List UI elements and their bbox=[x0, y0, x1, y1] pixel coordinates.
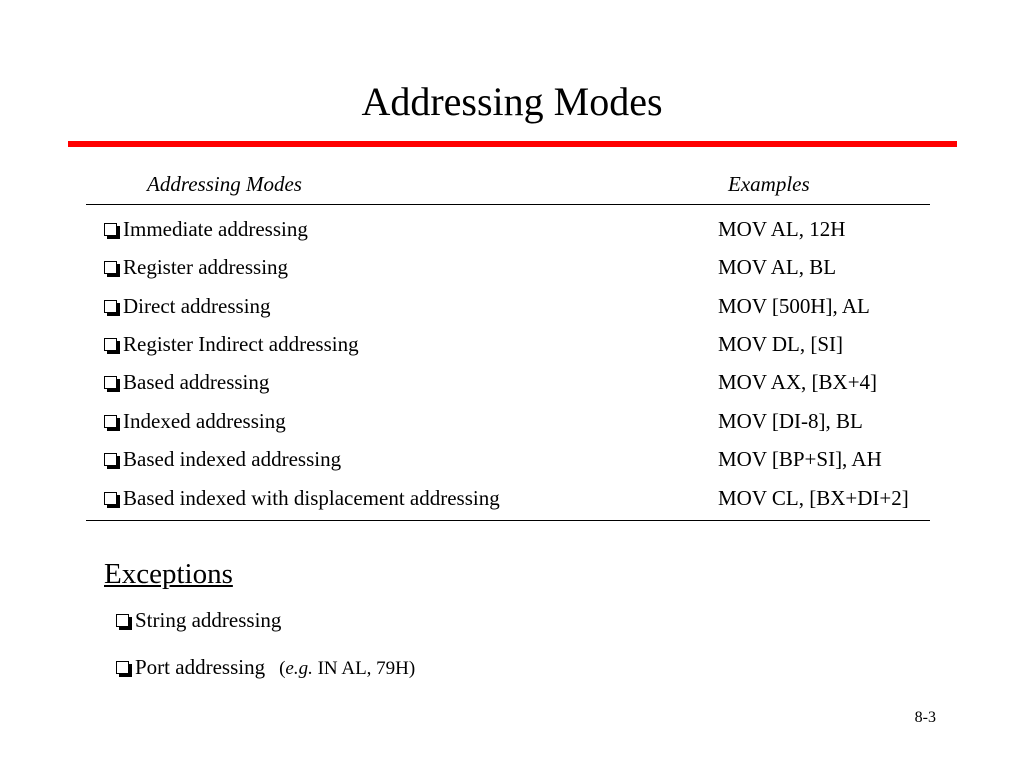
checkbox-bullet-icon bbox=[104, 338, 117, 351]
note-open-paren: ( bbox=[279, 658, 286, 679]
mode-label: Based indexed addressing bbox=[123, 447, 342, 471]
example-cell: MOV DL, [SI] bbox=[718, 332, 844, 356]
exception-item bbox=[116, 605, 281, 635]
note-text: IN AL, 79H bbox=[312, 658, 409, 679]
example-cell: MOV AL, BL bbox=[718, 255, 837, 279]
column-header-modes: Addressing Modes bbox=[147, 172, 302, 196]
mode-label: Based indexed with displacement addressing bbox=[123, 486, 500, 510]
table-bottom-rule bbox=[86, 520, 930, 521]
page-number: 8-3 bbox=[914, 709, 936, 726]
example-cell: MOV AX, [BX+4] bbox=[718, 370, 878, 394]
checkbox-bullet-icon bbox=[104, 453, 117, 466]
example-cell: MOV [BP+SI], AH bbox=[718, 447, 882, 471]
mode-label: Based addressing bbox=[123, 370, 270, 394]
table-top-rule bbox=[86, 204, 930, 205]
exception-note bbox=[279, 658, 415, 679]
exception-label: String addressing bbox=[135, 608, 282, 632]
mode-label: Direct addressing bbox=[123, 294, 271, 318]
column-header-examples: Examples bbox=[728, 172, 810, 196]
checkbox-bullet-icon bbox=[116, 661, 129, 674]
slide-title: Addressing Modes bbox=[361, 79, 663, 124]
checkbox-bullet-icon bbox=[116, 614, 129, 627]
mode-cell bbox=[104, 214, 308, 244]
note-close-paren: ) bbox=[408, 658, 416, 679]
mode-cell bbox=[104, 291, 271, 321]
mode-cell bbox=[104, 444, 341, 474]
example-cell: MOV CL, [BX+DI+2] bbox=[718, 486, 909, 510]
note-eg: e.g. bbox=[285, 658, 313, 679]
example-cell: MOV [DI-8], BL bbox=[718, 409, 863, 433]
mode-cell bbox=[104, 483, 500, 513]
checkbox-bullet-icon bbox=[104, 300, 117, 313]
example-cell: MOV [500H], AL bbox=[718, 294, 870, 318]
title-divider bbox=[68, 141, 957, 147]
checkbox-bullet-icon bbox=[104, 261, 117, 274]
mode-label: Register addressing bbox=[123, 255, 289, 279]
mode-cell bbox=[104, 406, 286, 436]
checkbox-bullet-icon bbox=[104, 415, 117, 428]
checkbox-bullet-icon bbox=[104, 376, 117, 389]
checkbox-bullet-icon bbox=[104, 492, 117, 505]
mode-label: Register Indirect addressing bbox=[123, 332, 359, 356]
example-cell: MOV AL, 12H bbox=[718, 217, 846, 241]
exceptions-heading: Exceptions bbox=[104, 558, 233, 590]
exception-label: Port addressing bbox=[135, 655, 266, 679]
checkbox-bullet-icon bbox=[104, 223, 117, 236]
mode-cell bbox=[104, 367, 269, 397]
mode-cell bbox=[104, 329, 359, 359]
mode-label: Immediate addressing bbox=[123, 217, 308, 241]
mode-label: Indexed addressing bbox=[123, 409, 286, 433]
mode-cell bbox=[104, 252, 288, 282]
exception-item bbox=[116, 652, 415, 684]
